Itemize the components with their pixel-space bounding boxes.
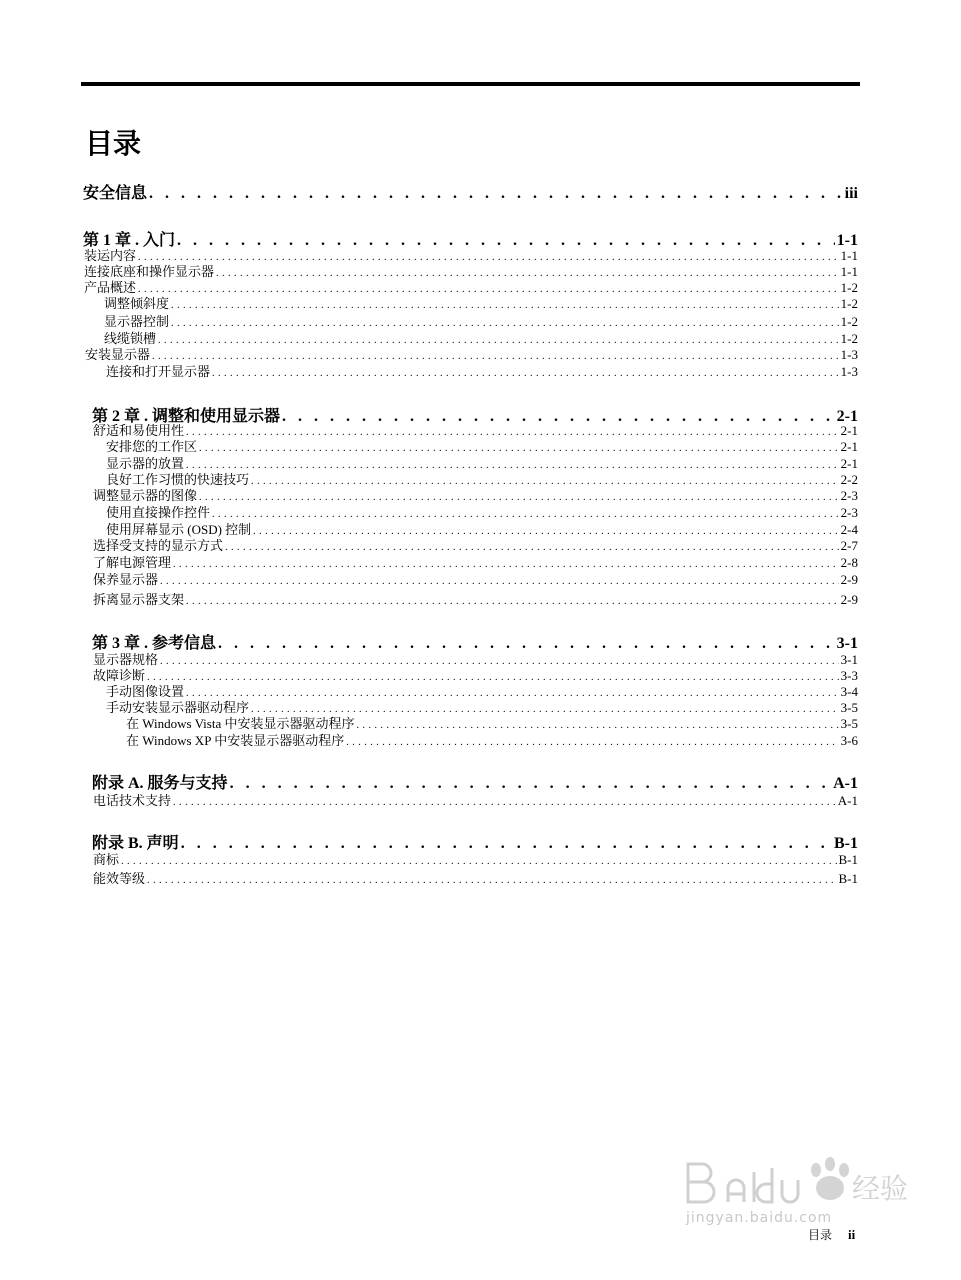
dot-leader [173,797,836,808]
toc-entry-title: 第 1 章 . 入门 [83,232,176,249]
toc-entry-page-number: 2-3 [840,488,858,503]
watermark-logo-text: 经验 [852,1172,909,1205]
toc-entry-page-number: 2-1 [840,456,858,471]
toc-entry-page-number: A-1 [837,793,858,808]
dot-leader [149,185,843,203]
dot-leader [171,300,839,311]
toc-entry-title: 使用直接操作控件 [106,505,211,520]
toc-entry-title: 附录 B. 声明 [92,835,179,852]
toc-entry[interactable] [126,730,858,746]
toc-entry-title: 在 Windows XP 中安装显示器驱动程序 [126,733,345,748]
toc-entry-title: 装运内容 [84,248,137,263]
toc-entry-title: 手动图像设置 [106,684,185,699]
toc-entry-page-number: 1-3 [840,364,858,379]
toc-entry[interactable] [106,697,858,713]
toc-chapter-entry[interactable] [92,630,858,650]
toc-entry[interactable] [84,277,858,293]
toc-entry[interactable] [106,436,858,452]
toc-entry[interactable] [84,245,858,261]
toc-entry-title: 了解电源管理 [93,555,172,570]
toc-entry-title: 使用屏幕显示 (OSD) 控制 [106,522,252,537]
toc-entry[interactable] [106,453,858,469]
toc-entry-page-number: 3-3 [840,668,858,683]
toc-entry-page-number: 2-9 [840,592,858,607]
toc-entry-page-number: 1-1 [836,232,858,249]
toc-chapter-entry[interactable] [83,180,858,200]
toc-entry-page-number: 2-3 [840,505,858,520]
toc-entry-page-number: 2-4 [840,522,858,537]
toc-entry-page-number: 1-3 [840,347,858,362]
toc-entry-page-number: B-1 [838,871,858,886]
toc-entry[interactable] [93,589,858,605]
toc-entry-page-number: 3-1 [836,635,858,652]
toc-entry[interactable] [93,849,858,865]
toc-entry[interactable] [104,328,858,344]
footer-page-number: ii [848,1227,856,1242]
toc-entry-page-number: 3-4 [840,684,858,699]
toc-entry[interactable] [85,344,858,360]
toc-entry-title: 第 3 章 . 参考信息 [92,635,217,652]
toc-entry-page-number: 1-2 [840,280,858,295]
toc-entry-page-number: B-1 [834,835,858,852]
toc-entry[interactable] [106,502,858,518]
watermark-url: jingyan.baidu.com [686,1210,833,1226]
toc-entry-page-number: A-1 [833,775,858,792]
toc-entry-page-number: iii [844,185,858,202]
toc-entry[interactable] [84,261,858,277]
toc-entry-page-number: 3-5 [840,700,858,715]
toc-entry[interactable] [104,311,858,327]
dot-leader [121,856,836,867]
toc-entry-title: 附录 A. 服务与支持 [92,775,228,792]
toc-entry-page-number: 1-2 [840,314,858,329]
toc-entry[interactable] [93,485,858,501]
dot-leader [147,875,836,886]
toc-entry-title: 产品概述 [84,280,137,295]
toc-entry[interactable] [93,868,858,884]
toc-entry-title: 第 2 章 . 调整和使用显示器 [92,408,281,425]
toc-entry-page-number: 2-1 [836,408,858,425]
toc-entry-page-number: 3-1 [840,652,858,667]
page-title: 目录 [85,129,142,160]
toc-entry[interactable] [126,713,858,729]
toc-entry-page-number: B-1 [838,852,858,867]
toc-chapter-entry[interactable] [92,770,858,790]
toc-entry[interactable] [106,469,858,485]
toc-entry-title: 调整倾斜度 [104,296,170,311]
toc-entry-title: 显示器的放置 [106,456,185,471]
toc-entry[interactable] [106,681,858,697]
dot-leader [186,596,839,607]
toc-entry-title: 连接和打开显示器 [106,364,211,379]
toc-entry-title: 电话技术支持 [93,793,172,808]
toc-entry-page-number: 1-1 [840,248,858,263]
toc-entry-title: 安装显示器 [85,347,151,362]
toc-entry[interactable] [93,569,858,585]
toc-entry-page-number: 3-6 [840,733,858,748]
toc-entry[interactable] [93,420,858,436]
toc-entry-page-number: 2-7 [840,538,858,553]
toc-entry-title: 连接底座和操作显示器 [84,264,215,279]
toc-entry-title: 线缆锁槽 [104,331,157,346]
toc-entry[interactable] [93,790,858,806]
toc-entry-page-number: 2-1 [840,423,858,438]
toc-entry-title: 显示器控制 [104,314,170,329]
toc-entry-title: 在 Windows Vista 中安装显示器驱动程序 [126,716,355,731]
toc-entry-page-number: 2-9 [840,572,858,587]
toc-entry-title: 选择受支持的显示方式 [93,538,224,553]
toc-entry-title: 故障诊断 [93,668,146,683]
toc-entry-page-number: 1-2 [840,331,858,346]
toc-entry[interactable] [104,293,858,309]
toc-entry-title: 良好工作习惯的快速技巧 [106,472,250,487]
toc-entry[interactable] [106,361,858,377]
toc-entry-title: 商标 [93,852,120,867]
toc-entry-page-number: 1-2 [840,296,858,311]
toc-entry-page-number: 2-1 [840,439,858,454]
toc-entry-title: 手动安装显示器驱动程序 [106,700,250,715]
toc-entry-title: 能效等级 [93,871,146,886]
toc-entry-title: 安排您的工作区 [106,439,198,454]
toc-entry-title: 舒适和易使用性 [93,423,185,438]
toc-entry-title: 拆离显示器支架 [93,592,185,607]
footer-label: 目录 [808,1228,833,1242]
toc-entry[interactable] [93,535,858,551]
page-footer [808,1226,855,1243]
toc-entry-title: 调整显示器的图像 [93,488,198,503]
dot-leader [160,576,839,587]
toc-entry-page-number: 1-1 [840,264,858,279]
dot-leader [346,737,838,748]
toc-entry-page-number: 3-5 [840,716,858,731]
toc-entry-title: 安全信息 [83,185,148,202]
toc-entry[interactable] [93,649,858,665]
toc-chapter-entry[interactable] [83,227,858,247]
toc-entry-page-number: 2-8 [840,555,858,570]
toc-entry-title: 保养显示器 [93,572,159,587]
toc-entry[interactable] [93,665,858,681]
toc-entry-title: 显示器规格 [93,652,159,667]
toc-chapter-entry[interactable] [92,830,858,850]
dot-leader [212,368,839,379]
toc-entry[interactable] [106,519,858,535]
toc-entry-page-number: 2-2 [840,472,858,487]
toc-entry[interactable] [93,552,858,568]
